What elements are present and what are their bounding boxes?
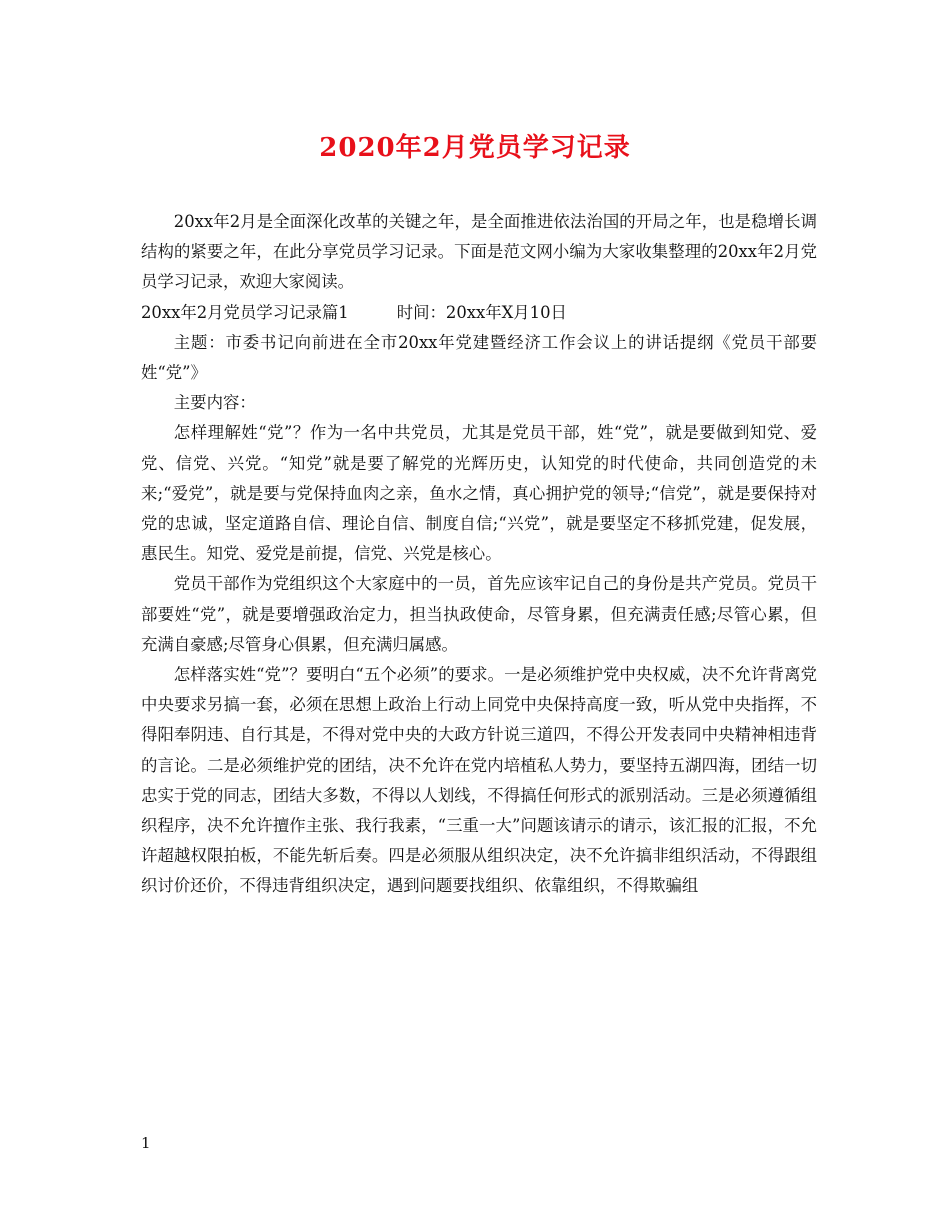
document-body	[141, 207, 817, 902]
body-paragraph-2: 党员干部作为党组织这个大家庭中的一员，首先应该牢记自己的身份是共产党员。党员干部要姓“党”，就是要增强政治定力，担当执政使命，尽管身累，但充满责任感;尽管心累，但充满自豪感;尽管身心俱累，但充满归属感。	[141, 574, 817, 654]
record-time: 时间：20xx年X月10日	[396, 302, 567, 322]
body-paragraph-3: 怎样落实姓“党”？要明白“五个必须”的要求。一是必须维护党中央权威，决不允许背离党中央要求另搞一套，必须在思想上政治上行动上同党中央保持高度一致，听从党中央指挥，不得阳奉阴违、自行其是，不得对党中央的大政方针说三道四，不得公开发表同中央精神相违背的言论。二是必须维护党的团结，决不允许在党内培植私人势力，要坚持五湖四海，团结一切忠实于党的同志，团结大多数，不得以人划线，不得搞任何形式的派别活动。三是必须遵循组织程序，决不允许擅作主张、我行我素，“三重一大”问题该请示的请示，该汇报的汇报，不允许超越权限拍板，不能先斩后奏。四是必须服从组织决定，决不允许搞非组织活动，不得跟组织讨价还价，不得违背组织决定，遇到问题要找组织、依靠组织，不得欺骗组	[141, 665, 817, 896]
document-title: 2020年2月党员学习记录	[319, 133, 631, 163]
record-heading-line	[141, 298, 817, 328]
page-number: 1	[141, 1134, 151, 1152]
main-content-label: 主要内容：	[173, 393, 256, 413]
body-paragraph-1: 怎样理解姓“党”？作为一名中共党员，尤其是党员干部，姓“党”，就是要做到知党、爱党、信党、兴党。“知党”就是要了解党的光辉历史，认知党的时代使命，共同创造党的未来;“爱党”，就是要与党保持血肉之亲，鱼水之情，真心拥护党的领导;“信党”，就是要保持对党的忠诚，坚定道路自信、理论自信、制度自信;“兴党”，就是要坚定不移抓党建，促发展，惠民生。知党、爱党是前提，信党、兴党是核心。	[141, 423, 817, 564]
intro-paragraph: 20xx年2月是全面深化改革的关键之年，是全面推进依法治国的开局之年，也是稳增长调结构的紧要之年，在此分享党员学习记录。下面是范文网小编为大家收集整理的20xx年2月党员学习记录，欢迎大家阅读。	[141, 212, 817, 292]
record-heading: 20xx年2月党员学习记录篇1	[141, 302, 349, 322]
theme-paragraph: 主题：市委书记向前进在全市20xx年党建暨经济工作会议上的讲话提纲《党员干部要姓“党”》	[141, 332, 817, 383]
